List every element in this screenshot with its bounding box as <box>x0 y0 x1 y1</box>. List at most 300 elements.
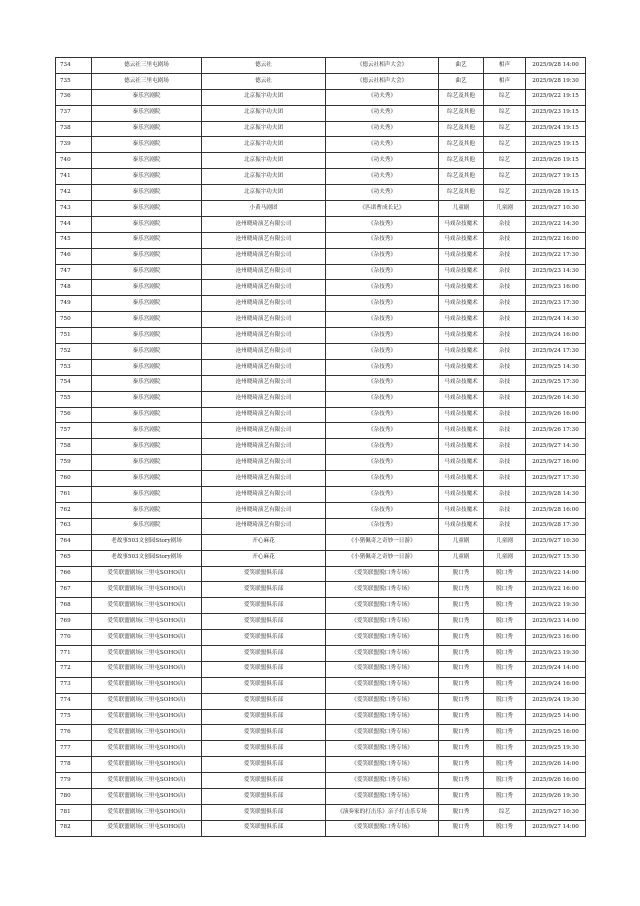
organizer-name: 北京振宇功夫团 <box>202 121 326 137</box>
subcategory: 脱口秀 <box>484 630 526 646</box>
show-title: 《爱笑联盟脱口秀专场》 <box>326 566 439 582</box>
show-time: 2025/9/28 16:00 <box>526 502 586 518</box>
organizer-name: 沧州晓琦演艺有限公司 <box>202 280 326 296</box>
venue-name: 秦乐宫剧院 <box>92 201 202 217</box>
venue-name: 秦乐宫剧院 <box>92 137 202 153</box>
table-row <box>56 582 586 598</box>
show-time: 2025/9/25 14:00 <box>526 709 586 725</box>
subcategory: 杂技 <box>484 296 526 312</box>
subcategory: 儿童剧 <box>484 534 526 550</box>
row-number: 769 <box>56 614 92 630</box>
organizer-name: 爱笑联盟俱乐部 <box>202 677 326 693</box>
organizer-name: 爱笑联盟俱乐部 <box>202 630 326 646</box>
table-row <box>56 58 586 74</box>
show-title: 《爱笑联盟脱口秀专场》 <box>326 582 439 598</box>
venue-name: 秦乐宫剧院 <box>92 407 202 423</box>
venue-name: 爱笑联盟剧场(三里屯SOHO店) <box>92 661 202 677</box>
organizer-name: 爱笑联盟俱乐部 <box>202 773 326 789</box>
venue-name: 爱笑联盟剧场(三里屯SOHO店) <box>92 709 202 725</box>
category: 综艺及其他 <box>439 89 484 105</box>
show-time: 2025/9/28 19:15 <box>526 185 586 201</box>
show-time: 2025/9/27 14:30 <box>526 439 586 455</box>
subcategory: 脱口秀 <box>484 566 526 582</box>
subcategory: 杂技 <box>484 439 526 455</box>
table-row <box>56 471 586 487</box>
show-time: 2025/9/23 14:00 <box>526 614 586 630</box>
row-number: 755 <box>56 391 92 407</box>
subcategory: 综艺 <box>484 137 526 153</box>
table-row <box>56 550 586 566</box>
subcategory: 相声 <box>484 73 526 89</box>
row-number: 739 <box>56 137 92 153</box>
venue-name: 秦乐宫剧院 <box>92 121 202 137</box>
venue-name: 秦乐宫剧院 <box>92 105 202 121</box>
row-number: 780 <box>56 788 92 804</box>
venue-name: 秦乐宫剧院 <box>92 423 202 439</box>
organizer-name: 北京振宇功夫团 <box>202 169 326 185</box>
table-row <box>56 614 586 630</box>
show-time: 2025/9/27 10:30 <box>526 201 586 217</box>
venue-name: 秦乐宫剧院 <box>92 264 202 280</box>
row-number: 746 <box>56 248 92 264</box>
show-title: 《杂技秀》 <box>326 248 439 264</box>
venue-name: 爱笑联盟剧场(三里屯SOHO店) <box>92 693 202 709</box>
venue-name: 秦乐宫剧院 <box>92 518 202 534</box>
organizer-name: 沧州晓琦演艺有限公司 <box>202 391 326 407</box>
row-number: 779 <box>56 773 92 789</box>
table-row <box>56 73 586 89</box>
category: 脱口秀 <box>439 709 484 725</box>
venue-name: 爱笑联盟剧场(三里屯SOHO店) <box>92 677 202 693</box>
venue-name: 爱笑联盟剧场(三里屯SOHO店) <box>92 582 202 598</box>
category: 马戏杂技魔术 <box>439 487 484 503</box>
table-row <box>56 804 586 820</box>
subcategory: 脱口秀 <box>484 788 526 804</box>
show-title: 《爱笑联盟脱口秀专场》 <box>326 741 439 757</box>
category: 脱口秀 <box>439 566 484 582</box>
show-title: 《爱笑联盟脱口秀专场》 <box>326 820 439 836</box>
venue-name: 爱笑联盟剧场(三里屯SOHO店) <box>92 614 202 630</box>
show-time: 2025/9/27 17:30 <box>526 471 586 487</box>
show-time: 2025/9/28 19:30 <box>526 73 586 89</box>
subcategory: 综艺 <box>484 153 526 169</box>
show-title: 《杂技秀》 <box>326 487 439 503</box>
organizer-name: 德云社 <box>202 58 326 74</box>
category: 综艺及其他 <box>439 153 484 169</box>
category: 脱口秀 <box>439 677 484 693</box>
venue-name: 德云社三里屯剧场 <box>92 58 202 74</box>
show-time: 2025/9/24 14:30 <box>526 312 586 328</box>
table-row <box>56 407 586 423</box>
table-row <box>56 709 586 725</box>
venue-name: 德云社三里屯剧场 <box>92 73 202 89</box>
venue-name: 秦乐宫剧院 <box>92 248 202 264</box>
row-number: 757 <box>56 423 92 439</box>
venue-name: 秦乐宫剧院 <box>92 439 202 455</box>
venue-name: 老故事503文创园Story剧场 <box>92 534 202 550</box>
row-number: 765 <box>56 550 92 566</box>
category: 综艺及其他 <box>439 185 484 201</box>
table-row <box>56 280 586 296</box>
subcategory: 脱口秀 <box>484 741 526 757</box>
row-number: 764 <box>56 534 92 550</box>
organizer-name: 爱笑联盟俱乐部 <box>202 757 326 773</box>
show-time: 2025/9/23 14:30 <box>526 264 586 280</box>
subcategory: 综艺 <box>484 169 526 185</box>
row-number: 735 <box>56 73 92 89</box>
table-row <box>56 598 586 614</box>
category: 综艺及其他 <box>439 169 484 185</box>
organizer-name: 北京振宇功夫团 <box>202 105 326 121</box>
show-title: 《爱笑联盟脱口秀专场》 <box>326 757 439 773</box>
venue-name: 秦乐宫剧院 <box>92 375 202 391</box>
organizer-name: 北京振宇功夫团 <box>202 89 326 105</box>
row-number: 749 <box>56 296 92 312</box>
subcategory: 综艺 <box>484 185 526 201</box>
show-title: 《小猪佩奇之奇妙一日游》 <box>326 550 439 566</box>
row-number: 741 <box>56 169 92 185</box>
show-title: 《杂技秀》 <box>326 264 439 280</box>
show-time: 2025/9/25 19:30 <box>526 741 586 757</box>
table-row <box>56 820 586 836</box>
organizer-name: 小黄马剧团 <box>202 201 326 217</box>
show-title: 《杂技秀》 <box>326 439 439 455</box>
venue-name: 爱笑联盟剧场(三里屯SOHO店) <box>92 757 202 773</box>
venue-name: 爱笑联盟剧场(三里屯SOHO店) <box>92 725 202 741</box>
subcategory: 杂技 <box>484 455 526 471</box>
show-title: 《杂技秀》 <box>326 312 439 328</box>
table-row <box>56 677 586 693</box>
table-row <box>56 153 586 169</box>
category: 马戏杂技魔术 <box>439 439 484 455</box>
row-number: 776 <box>56 725 92 741</box>
row-number: 752 <box>56 344 92 360</box>
subcategory: 杂技 <box>484 264 526 280</box>
show-title: 《杂技秀》 <box>326 518 439 534</box>
show-title: 《德云社相声大会》 <box>326 73 439 89</box>
subcategory: 杂技 <box>484 407 526 423</box>
table-row <box>56 455 586 471</box>
show-title: 《功夫秀》 <box>326 89 439 105</box>
category: 脱口秀 <box>439 788 484 804</box>
organizer-name: 爱笑联盟俱乐部 <box>202 614 326 630</box>
show-title: 《杂技秀》 <box>326 232 439 248</box>
organizer-name: 爱笑联盟俱乐部 <box>202 804 326 820</box>
organizer-name: 沧州晓琦演艺有限公司 <box>202 518 326 534</box>
show-title: 《爱笑联盟脱口秀专场》 <box>326 598 439 614</box>
organizer-name: 沧州晓琦演艺有限公司 <box>202 359 326 375</box>
show-title: 《杂技秀》 <box>326 471 439 487</box>
show-title: 《杂技秀》 <box>326 423 439 439</box>
show-title: 《小猪佩奇之奇妙一日游》 <box>326 534 439 550</box>
show-title: 《功夫秀》 <box>326 121 439 137</box>
show-title: 《杂技秀》 <box>326 375 439 391</box>
table-row <box>56 248 586 264</box>
venue-name: 秦乐宫剧院 <box>92 89 202 105</box>
subcategory: 杂技 <box>484 232 526 248</box>
show-title: 《爱笑联盟脱口秀专场》 <box>326 630 439 646</box>
table-row <box>56 487 586 503</box>
table-row <box>56 137 586 153</box>
organizer-name: 爱笑联盟俱乐部 <box>202 598 326 614</box>
organizer-name: 沧州晓琦演艺有限公司 <box>202 439 326 455</box>
category: 脱口秀 <box>439 757 484 773</box>
show-time: 2025/9/25 16:00 <box>526 725 586 741</box>
organizer-name: 德云社 <box>202 73 326 89</box>
table-row <box>56 566 586 582</box>
organizer-name: 爱笑联盟俱乐部 <box>202 566 326 582</box>
category: 综艺及其他 <box>439 105 484 121</box>
table-row <box>56 502 586 518</box>
row-number: 782 <box>56 820 92 836</box>
show-title: 《爱笑联盟脱口秀专场》 <box>326 645 439 661</box>
table-body <box>56 58 586 837</box>
table-row <box>56 645 586 661</box>
show-title: 《功夫秀》 <box>326 185 439 201</box>
category: 马戏杂技魔术 <box>439 296 484 312</box>
show-title: 《杂技秀》 <box>326 216 439 232</box>
show-title: 《杂技秀》 <box>326 344 439 360</box>
subcategory: 脱口秀 <box>484 645 526 661</box>
show-time: 2025/9/22 19:30 <box>526 598 586 614</box>
subcategory: 脱口秀 <box>484 693 526 709</box>
organizer-name: 爱笑联盟俱乐部 <box>202 693 326 709</box>
category: 马戏杂技魔术 <box>439 216 484 232</box>
show-time: 2025/9/27 10:30 <box>526 534 586 550</box>
table-row <box>56 185 586 201</box>
row-number: 737 <box>56 105 92 121</box>
table-row <box>56 312 586 328</box>
row-number: 762 <box>56 502 92 518</box>
table-row <box>56 630 586 646</box>
organizer-name: 沧州晓琦演艺有限公司 <box>202 312 326 328</box>
show-time: 2025/9/22 17:30 <box>526 248 586 264</box>
venue-name: 秦乐宫剧院 <box>92 232 202 248</box>
venue-name: 秦乐宫剧院 <box>92 502 202 518</box>
show-time: 2025/9/26 16:00 <box>526 773 586 789</box>
table-row <box>56 661 586 677</box>
show-time: 2025/9/22 14:30 <box>526 216 586 232</box>
venue-name: 秦乐宫剧院 <box>92 216 202 232</box>
subcategory: 杂技 <box>484 280 526 296</box>
organizer-name: 沧州晓琦演艺有限公司 <box>202 296 326 312</box>
venue-name: 秦乐宫剧院 <box>92 344 202 360</box>
table-row <box>56 391 586 407</box>
show-time: 2025/9/27 15:30 <box>526 550 586 566</box>
row-number: 744 <box>56 216 92 232</box>
show-time: 2025/9/23 19:30 <box>526 645 586 661</box>
table-row <box>56 693 586 709</box>
category: 脱口秀 <box>439 582 484 598</box>
show-time: 2025/9/22 16:00 <box>526 232 586 248</box>
show-title: 《爱笑联盟脱口秀专场》 <box>326 709 439 725</box>
organizer-name: 爱笑联盟俱乐部 <box>202 788 326 804</box>
category: 马戏杂技魔术 <box>439 518 484 534</box>
organizer-name: 沧州晓琦演艺有限公司 <box>202 216 326 232</box>
venue-name: 爱笑联盟剧场(三里屯SOHO店) <box>92 630 202 646</box>
schedule-page <box>55 57 585 837</box>
table-row <box>56 328 586 344</box>
category: 综艺及其他 <box>439 137 484 153</box>
table-row <box>56 201 586 217</box>
row-number: 742 <box>56 185 92 201</box>
row-number: 773 <box>56 677 92 693</box>
table-row <box>56 216 586 232</box>
subcategory: 杂技 <box>484 344 526 360</box>
venue-name: 老故事503文创园Story剧场 <box>92 550 202 566</box>
row-number: 736 <box>56 89 92 105</box>
row-number: 754 <box>56 375 92 391</box>
category: 马戏杂技魔术 <box>439 423 484 439</box>
show-title: 《杂技秀》 <box>326 328 439 344</box>
subcategory: 杂技 <box>484 502 526 518</box>
show-time: 2025/9/26 14:30 <box>526 391 586 407</box>
subcategory: 脱口秀 <box>484 820 526 836</box>
category: 马戏杂技魔术 <box>439 407 484 423</box>
category: 马戏杂技魔术 <box>439 248 484 264</box>
category: 马戏杂技魔术 <box>439 502 484 518</box>
category: 脱口秀 <box>439 693 484 709</box>
category: 脱口秀 <box>439 661 484 677</box>
category: 马戏杂技魔术 <box>439 312 484 328</box>
organizer-name: 沧州晓琦演艺有限公司 <box>202 487 326 503</box>
venue-name: 秦乐宫剧院 <box>92 280 202 296</box>
venue-name: 爱笑联盟剧场(三里屯SOHO店) <box>92 804 202 820</box>
show-time: 2025/9/26 16:00 <box>526 407 586 423</box>
row-number: 745 <box>56 232 92 248</box>
subcategory: 杂技 <box>484 375 526 391</box>
show-title: 《爱笑联盟脱口秀专场》 <box>326 614 439 630</box>
organizer-name: 爱笑联盟俱乐部 <box>202 661 326 677</box>
organizer-name: 沧州晓琦演艺有限公司 <box>202 344 326 360</box>
show-time: 2025/9/22 14:00 <box>526 566 586 582</box>
venue-name: 爱笑联盟剧场(三里屯SOHO店) <box>92 598 202 614</box>
table-row <box>56 105 586 121</box>
venue-name: 爱笑联盟剧场(三里屯SOHO店) <box>92 788 202 804</box>
category: 儿童剧 <box>439 201 484 217</box>
venue-name: 秦乐宫剧院 <box>92 391 202 407</box>
category: 脱口秀 <box>439 773 484 789</box>
show-time: 2025/9/24 16:00 <box>526 328 586 344</box>
venue-name: 爱笑联盟剧场(三里屯SOHO店) <box>92 645 202 661</box>
venue-name: 秦乐宫剧院 <box>92 359 202 375</box>
row-number: 743 <box>56 201 92 217</box>
table-row <box>56 741 586 757</box>
subcategory: 脱口秀 <box>484 773 526 789</box>
venue-name: 爱笑联盟剧场(三里屯SOHO店) <box>92 820 202 836</box>
row-number: 761 <box>56 487 92 503</box>
organizer-name: 爱笑联盟俱乐部 <box>202 582 326 598</box>
venue-name: 秦乐宫剧院 <box>92 169 202 185</box>
row-number: 767 <box>56 582 92 598</box>
show-time: 2025/9/23 19:15 <box>526 105 586 121</box>
row-number: 753 <box>56 359 92 375</box>
row-number: 760 <box>56 471 92 487</box>
table-row <box>56 296 586 312</box>
subcategory: 杂技 <box>484 518 526 534</box>
table-row <box>56 439 586 455</box>
organizer-name: 北京振宇功夫团 <box>202 185 326 201</box>
row-number: 751 <box>56 328 92 344</box>
subcategory: 杂技 <box>484 359 526 375</box>
show-time: 2025/9/28 14:30 <box>526 487 586 503</box>
show-title: 《杂技秀》 <box>326 391 439 407</box>
show-time: 2025/9/26 17:30 <box>526 423 586 439</box>
table-row <box>56 518 586 534</box>
show-time: 2025/9/27 10:30 <box>526 804 586 820</box>
venue-name: 爱笑联盟剧场(三里屯SOHO店) <box>92 773 202 789</box>
show-title: 《功夫秀》 <box>326 105 439 121</box>
show-time: 2025/9/24 19:30 <box>526 693 586 709</box>
subcategory: 杂技 <box>484 312 526 328</box>
venue-name: 秦乐宫剧院 <box>92 455 202 471</box>
category: 儿童剧 <box>439 534 484 550</box>
show-time: 2025/9/27 14:00 <box>526 820 586 836</box>
organizer-name: 开心麻花 <box>202 550 326 566</box>
show-title: 《杂技秀》 <box>326 359 439 375</box>
show-title: 《杂技秀》 <box>326 280 439 296</box>
subcategory: 脱口秀 <box>484 614 526 630</box>
row-number: 750 <box>56 312 92 328</box>
show-time: 2025/9/27 16:00 <box>526 455 586 471</box>
row-number: 758 <box>56 439 92 455</box>
category: 马戏杂技魔术 <box>439 455 484 471</box>
organizer-name: 沧州晓琦演艺有限公司 <box>202 264 326 280</box>
subcategory: 脱口秀 <box>484 582 526 598</box>
row-number: 772 <box>56 661 92 677</box>
show-time: 2025/9/25 19:15 <box>526 137 586 153</box>
category: 马戏杂技魔术 <box>439 280 484 296</box>
subcategory: 杂技 <box>484 328 526 344</box>
subcategory: 杂技 <box>484 487 526 503</box>
organizer-name: 沧州晓琦演艺有限公司 <box>202 248 326 264</box>
show-time: 2025/9/26 14:00 <box>526 757 586 773</box>
subcategory: 脱口秀 <box>484 661 526 677</box>
organizer-name: 爱笑联盟俱乐部 <box>202 709 326 725</box>
row-number: 759 <box>56 455 92 471</box>
row-number: 770 <box>56 630 92 646</box>
show-title: 《杂技秀》 <box>326 502 439 518</box>
show-time: 2025/9/28 14:00 <box>526 58 586 74</box>
category: 脱口秀 <box>439 820 484 836</box>
venue-name: 秦乐宫剧院 <box>92 153 202 169</box>
category: 脱口秀 <box>439 804 484 820</box>
show-title: 《德云社相声大会》 <box>326 58 439 74</box>
organizer-name: 爱笑联盟俱乐部 <box>202 741 326 757</box>
subcategory: 杂技 <box>484 248 526 264</box>
venue-name: 秦乐宫剧院 <box>92 471 202 487</box>
show-title: 《爱笑联盟脱口秀专场》 <box>326 693 439 709</box>
organizer-name: 沧州晓琦演艺有限公司 <box>202 423 326 439</box>
table-row <box>56 757 586 773</box>
row-number: 768 <box>56 598 92 614</box>
subcategory: 相声 <box>484 58 526 74</box>
organizer-name: 沧州晓琦演艺有限公司 <box>202 455 326 471</box>
row-number: 777 <box>56 741 92 757</box>
venue-name: 爱笑联盟剧场(三里屯SOHO店) <box>92 741 202 757</box>
show-title: 《杂技秀》 <box>326 455 439 471</box>
show-time: 2025/9/28 17:30 <box>526 518 586 534</box>
show-title: 《匹诺曹成长记》 <box>326 201 439 217</box>
table-row <box>56 534 586 550</box>
subcategory: 综艺 <box>484 121 526 137</box>
table-row <box>56 232 586 248</box>
show-time: 2025/9/24 19:15 <box>526 121 586 137</box>
row-number: 778 <box>56 757 92 773</box>
subcategory: 杂技 <box>484 471 526 487</box>
row-number: 756 <box>56 407 92 423</box>
subcategory: 儿童剧 <box>484 201 526 217</box>
